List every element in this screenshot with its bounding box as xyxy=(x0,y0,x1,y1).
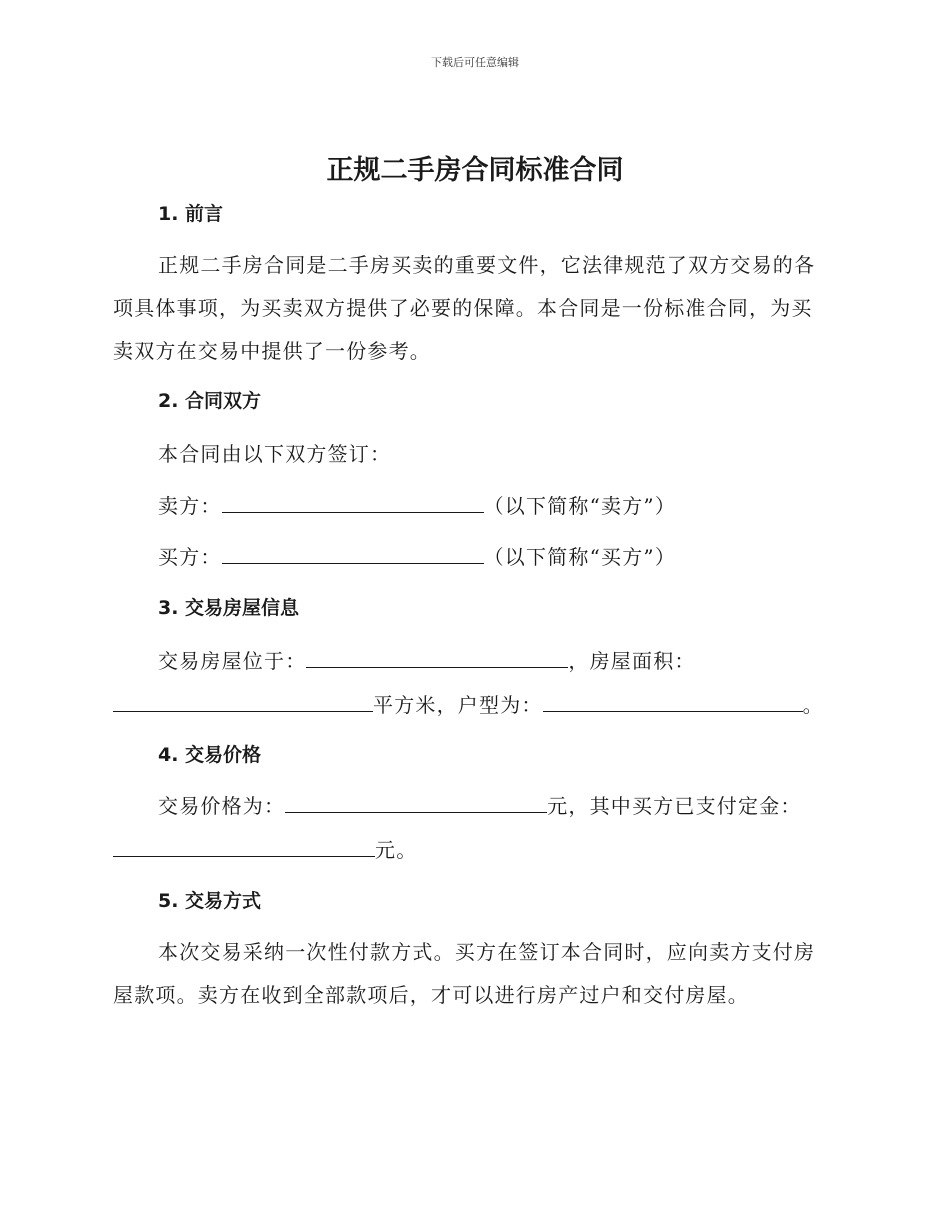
section-1-paragraph-line-2: 项具体事项，为买卖双方提供了必要的保障。本合同是一份标准合同，为买 xyxy=(113,296,813,320)
buyer-suffix: （以下简称“买方”） xyxy=(483,545,677,569)
deposit-blank[interactable] xyxy=(113,840,375,857)
section-1-paragraph-line-3: 卖双方在交易中提供了一份参考。 xyxy=(113,339,431,363)
house-location-line xyxy=(158,645,696,674)
section-2-heading: 2. 合同双方 xyxy=(158,390,262,412)
section-3-heading: 3. 交易房屋信息 xyxy=(158,597,300,619)
document-title: 正规二手房合同标准合同 xyxy=(326,155,624,186)
seller-name-blank[interactable] xyxy=(222,496,484,513)
deposit-line xyxy=(113,834,417,863)
price-label: 交易价格为： xyxy=(158,794,286,818)
seller-suffix: （以下简称“卖方”） xyxy=(483,494,677,518)
house-area-blank[interactable] xyxy=(113,695,373,712)
section-2-intro: 本合同由以下双方签订： xyxy=(158,442,392,466)
house-area-line xyxy=(113,689,824,718)
page-header-note: 下载后可任意编辑 xyxy=(431,56,519,69)
section-5-heading: 5. 交易方式 xyxy=(158,890,262,912)
section-1-heading: 1. 前言 xyxy=(158,203,224,225)
section-4-heading: 4. 交易价格 xyxy=(158,744,262,766)
section-5-paragraph-line-2: 屋款项。卖方在收到全部款项后，才可以进行房产过户和交付房屋。 xyxy=(113,983,749,1007)
house-location-label: 交易房屋位于： xyxy=(158,649,307,673)
buyer-label: 买方： xyxy=(158,545,222,569)
seller-label: 卖方： xyxy=(158,494,222,518)
house-area-unit: 平方米，户型为： xyxy=(373,693,543,717)
price-line xyxy=(158,790,802,819)
section-1-paragraph-line-1: 正规二手房合同是二手房买卖的重要文件，它法律规范了双方交易的各 xyxy=(158,253,816,277)
deposit-label: 元，其中买方已支付定金： xyxy=(547,794,802,818)
price-blank[interactable] xyxy=(285,796,547,813)
buyer-name-blank[interactable] xyxy=(222,547,484,564)
deposit-unit: 元。 xyxy=(375,838,418,862)
seller-line xyxy=(158,490,676,519)
house-area-label: ，房屋面积： xyxy=(568,649,696,673)
house-layout-blank[interactable] xyxy=(543,695,803,712)
house-line-end: 。 xyxy=(802,693,824,717)
house-location-blank[interactable] xyxy=(306,651,568,668)
section-5-paragraph-line-1: 本次交易采纳一次性付款方式。买方在签订本合同时，应向卖方支付房 xyxy=(158,940,816,964)
buyer-line xyxy=(158,541,676,570)
